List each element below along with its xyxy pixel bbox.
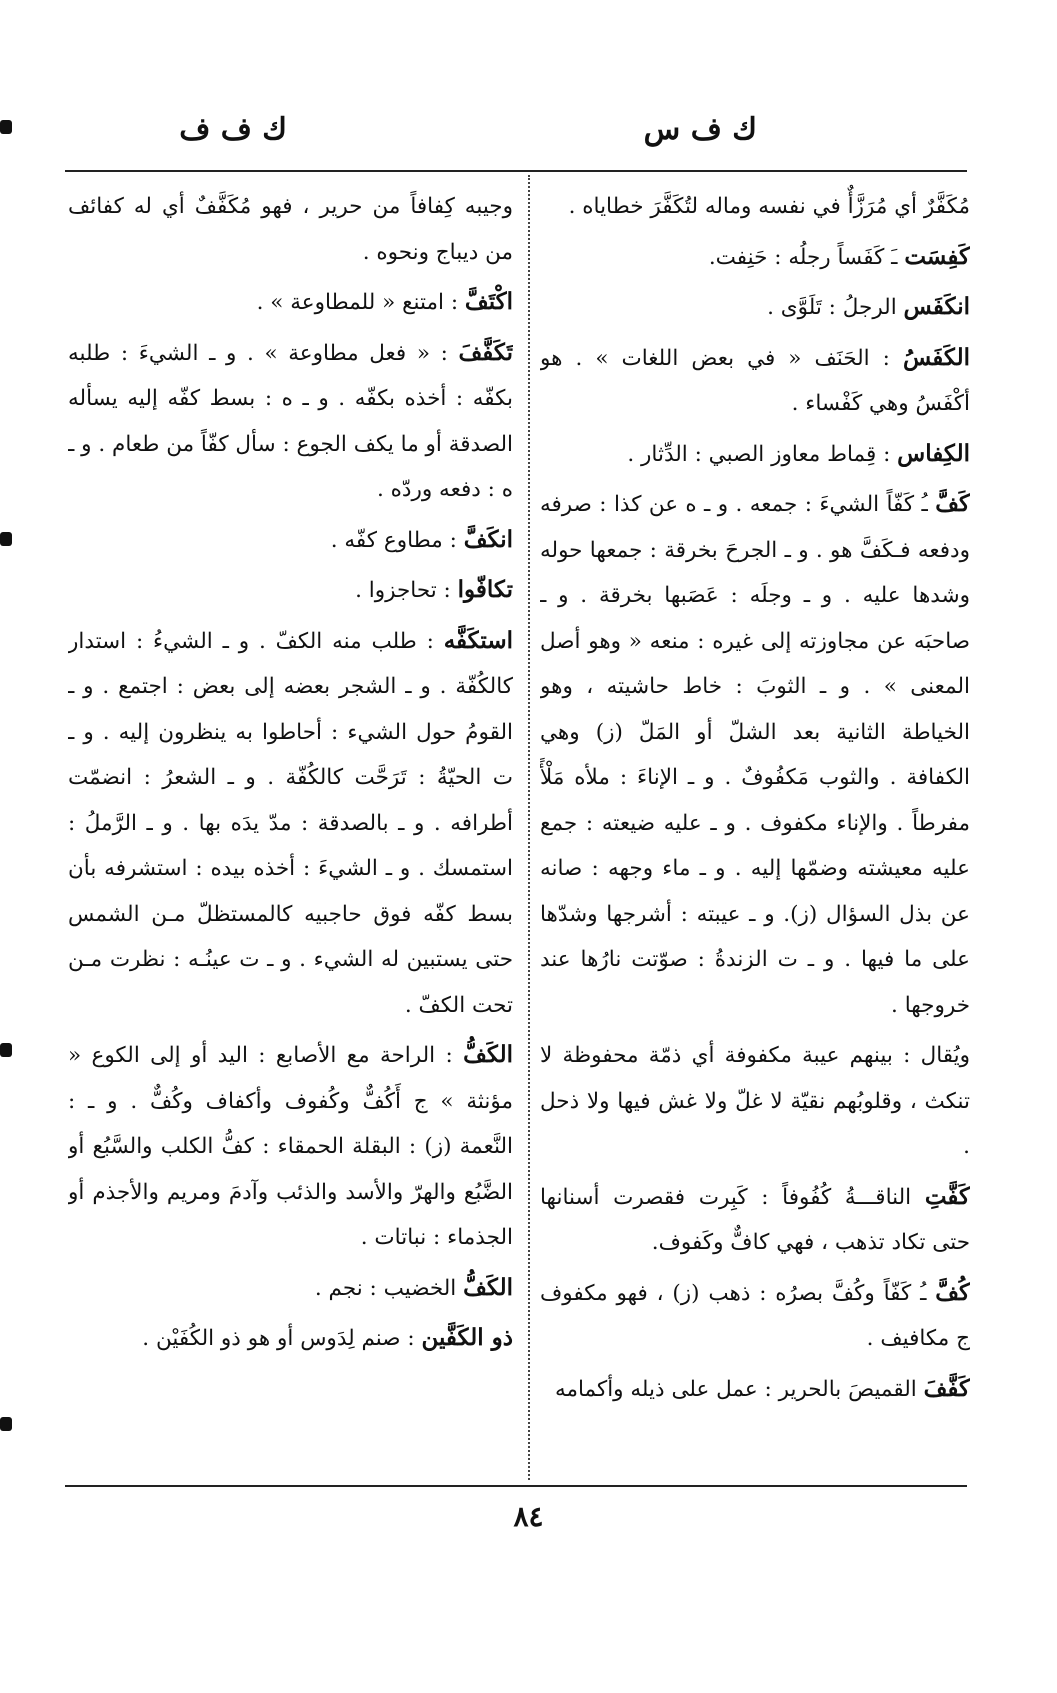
- headword: تكافّوا: [457, 576, 513, 603]
- entry: [540, 431, 970, 478]
- headword: كَفَّ: [935, 490, 970, 517]
- entry: [68, 1032, 513, 1261]
- entry-text: : الراحة مع الأصابع : اليد أو إلى الكوع « مؤنثة » ج أَكُفٌّ وكُفوف وأكفاف وكُفٌّ . و ـ : النَّعمة (ز) : البقلة الحمقاء : كفُّ الكلب والسَّبُع أو الضَّبُع والهرّ والأسد والذئب وآدمَ ومريم والأجذم أو الجذماء : نباتات .: [68, 1043, 513, 1250]
- entry-text: : قِماط معاوز الصبي : الدِّثار .: [627, 441, 898, 467]
- entry-text: ويُقال : بينهم عيبة مكفوفة أي ذمّة محفوظة لا تنكث ، وقلوبُهم نقيّة لا غلّ ولا غش فيها ولا ذحل .: [540, 1043, 970, 1159]
- headword: انكَفَّ: [463, 525, 513, 553]
- headword: الكَفُّ: [463, 1041, 513, 1068]
- entry-text: الخضيب : نجم .: [314, 1275, 464, 1301]
- entry: [540, 481, 970, 1028]
- headword: استكَفَّه: [443, 626, 513, 654]
- page-number: ٨٤: [513, 1500, 544, 1533]
- left-column: [68, 183, 513, 1478]
- entry-text: : صنم لِدَوس أو هو ذو الكُفَيْن .: [142, 1326, 422, 1351]
- scan-edge-mark: [0, 1043, 12, 1057]
- entry: [68, 618, 513, 1029]
- headword: الكَفُّ: [463, 1273, 513, 1301]
- entry-text: : طلب منه الكفّ . و ـ الشيءُ : استدار كالكُفّة . و ـ الشجر بعضه إلى بعض : اجتمع . و ـ القومُ حول الشيء : أحاطوا به ينظرون إليه . و ـ ت الحيّةُ : تَرَحَّت كالكُفّة . و ـ الشعرُ : انضمّت أطرافه . و ـ بالصدقة : مدّ يدَه بها . و ـ الرَّملُ : استمسك . و ـ الشيءَ : أخذه بيده : استشرفه بأن بسط كفّه فوق حاجبيه كالمستظلّ مـن الشمس حتى يستبين له الشيء . و ـ ت عينُـه : نظرت مـن تحت الكفّ .: [68, 628, 513, 1018]
- entry-text: : « فعل مطاوعة » . و ـ الشيءَ : طلبه بكفّه : أخذه بكفّه . و ـ ه : بسط كفّه إليه يسأله الصدقة أو ما يكف الجوع : سأل كفّاً من طعام . و ـ ه : دفعه وردّه .: [68, 340, 513, 502]
- scan-edge-mark: [0, 1417, 12, 1431]
- entry-text: ـَ كَفَساً رجلُه : حَنِفت.: [708, 244, 905, 270]
- entry-text: ـُ كَفّاً وكُفَّ بصرُه : ذهب (ز) ، فهو مكفوف ج مكافيف .: [540, 1280, 970, 1351]
- entry-text: ـُ كَفّاً الشيءَ : جمعه . و ـ ه عن كذا : صرفه ودفعه فـكَفَّ هو . و ـ الجرحَ بخرقة : جمعها حوله وشدها عليه . و ـ وجلَه : عَصَبها بخرقة . و ـ صاحبَه عن مجاوزته إلى غيره : منعه « وهو أصل المعنى » . و ـ الثوبَ : خاط حاشيته ، وهو الخياطة الثانية بعد الشلّ أو المَلّ (ز) وهي الكفافة . والثوب مَكفُوفٌ . و ـ الإناءَ : ملأه مَلْأً مفرطاً . والإناء مكفوف . و ـ عليه ضيعته : جمع عليه معيشته وضمّها إليه . و ـ ماء وجهه : صانه عن بذل السؤال (ز). و ـ عيبته : أشرجها وشدّها على ما فيها . و ـ ت الزندةُ : صوّتت نارُها عند خروجها .: [540, 492, 970, 1018]
- headword: الكَفَسُ: [902, 343, 970, 371]
- entry-text: مُكَفَّرٌ أي مُرَزَّأٌ في نفسه وماله لتُكَفَّرَ خطاياه .: [568, 194, 970, 219]
- headword: الكِفاس: [897, 439, 970, 467]
- entry-text: : تحاجزوا .: [355, 578, 458, 603]
- entry: [540, 335, 970, 427]
- entry: [68, 279, 513, 326]
- entry-text: الرجلُ : تَلَوَّى .: [767, 295, 904, 320]
- entry: [540, 284, 970, 331]
- scan-edge-mark: [0, 532, 12, 546]
- headword: كَفِسَت: [904, 242, 970, 270]
- right-column: [540, 183, 970, 1478]
- entry: [540, 1174, 970, 1266]
- headword: اكْتَفَّ: [464, 288, 513, 315]
- headword: انكَفَس: [903, 293, 970, 320]
- entry: [68, 567, 513, 614]
- headword: ذو الكَفَّين: [421, 1324, 513, 1351]
- headword: كُفَّ: [935, 1278, 970, 1306]
- entry: [540, 234, 970, 281]
- entry-text: : الحَنَف « في بعض اللغات » . هو أكْفَسُ وهي كَفْساء .: [540, 345, 970, 416]
- entry: [68, 517, 513, 564]
- entry: [540, 1270, 970, 1362]
- entry-text: : مطاوع كفّه .: [330, 527, 464, 553]
- entry: [540, 1032, 970, 1170]
- running-header-right: ك ف س: [643, 112, 757, 147]
- entry-text: الناقـــةُ كُفُوفاً : كَبِرت فقصرت أسنانها حتى تكاد تذهب ، فهي كافٌّ وكَفوف.: [540, 1184, 970, 1255]
- entry: [540, 1366, 970, 1413]
- entry: [68, 1315, 513, 1362]
- bottom-rule: [65, 1485, 967, 1487]
- headword: كَفَّفَ: [923, 1374, 970, 1402]
- top-rule: [65, 170, 967, 172]
- headword: تَكَفَّفَ: [458, 338, 513, 366]
- entry: [68, 330, 513, 513]
- column-divider: [528, 175, 530, 1480]
- entry: [68, 1265, 513, 1312]
- entry-text: وجيبه كِفافاً من حرير ، فهو مُكَفَّفٌ أي له كفائف من ديباج ونحوه .: [68, 194, 513, 265]
- running-header-left: ك ف ف: [179, 112, 287, 147]
- headword: كَفَّتِ: [924, 1182, 970, 1210]
- entry-text: القميصَ بالحرير : عمل على ذيله وأكمامه: [554, 1376, 924, 1402]
- entry-text: : امتنع « للمطاوعة » .: [256, 290, 465, 315]
- entry: [540, 183, 970, 230]
- scan-edge-mark: [0, 120, 12, 134]
- entry: [68, 183, 513, 275]
